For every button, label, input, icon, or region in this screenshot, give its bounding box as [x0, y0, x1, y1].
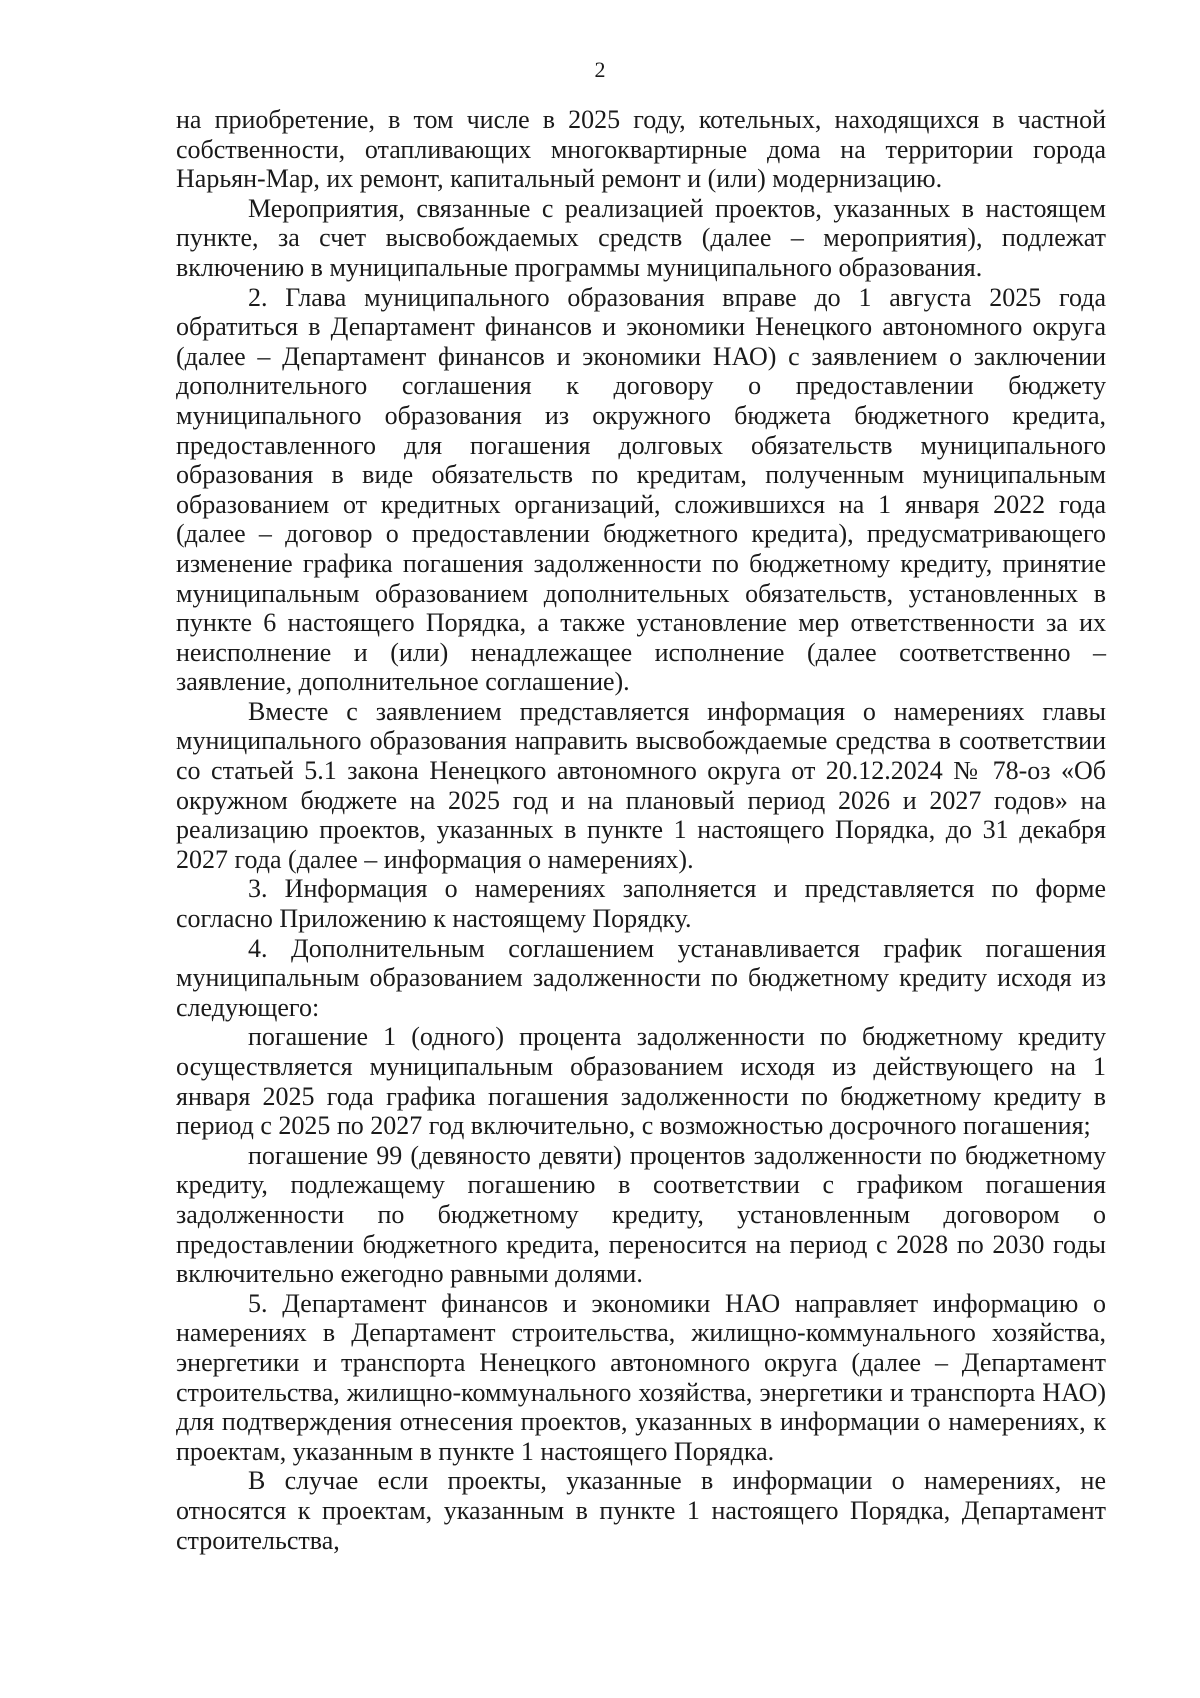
paragraph-item-2: 2. Глава муниципального образования вправе до 1 августа 2025 года обратиться в Департамент финансов и экономики Ненецкого автономного округа (далее – Департамент финансов и экономики НАО) с заявлением о заключении дополнительного соглашения к договору о предоставлении бюджету муниципального образования из окружного бюджета бюджетного кредита, предоставленного для погашения долговых обязательств муниципального образования в виде обязательств по кредитам, полученным муниципальным образованием от кредитных организаций, сложившихся на 1 января 2022 года (далее – договор о предоставлении бюджетного кредита), предусматривающего изменение графика погашения задолженности по бюджетному кредиту, принятие муниципальным образованием дополнительных обязательств, установленных в пункте 6 настоящего Порядка, а также установление мер ответственности за их неисполнение и (или) ненадлежащее исполнение (далее соответственно – заявление, дополнительное соглашение).: [176, 282, 1106, 697]
paragraph-item-3: 3. Информация о намерениях заполняется и представляется по форме согласно Приложению к настоящему Порядку.: [176, 874, 1106, 934]
paragraph-case-not-related: В случае если проекты, указанные в информации о намерениях, не относятся к проектам, указанным в пункте 1 настоящего Порядка, Департамент строительства,: [176, 1466, 1106, 1555]
paragraph-repayment-99-percent: погашение 99 (девяносто девяти) процентов задолженности по бюджетному кредиту, подлежащему погашению в соответствии с графиком погашения задолженности по бюджетному кредиту, установленным договором о предоставлении бюджетного кредита, переносится на период с 2028 по 2030 годы включительно ежегодно равными долями.: [176, 1140, 1106, 1289]
paragraph-measures: Мероприятия, связанные с реализацией проектов, указанных в настоящем пункте, за счет высвобождаемых средств (далее – мероприятия), подлежат включению в муниципальные программы муниципального образования.: [176, 193, 1106, 282]
paragraph-intentions: Вместе с заявлением представляется информация о намерениях главы муниципального образования направить высвобождаемые средства в соответствии со статьей 5.1 закона Ненецкого автономного округа от 20.12.2024 № 78-оз «Об окружном бюджете на 2025 год и на плановый период 2026 и 2027 годов» на реализацию проектов, указанных в пункте 1 настоящего Порядка, до 31 декабря 2027 года (далее – информация о намерениях).: [176, 696, 1106, 874]
paragraph-repayment-1-percent: погашение 1 (одного) процента задолженности по бюджетному кредиту осуществляется муниципальным образованием исходя из действующего на 1 января 2025 года графика погашения задолженности по бюджетному кредиту в период с 2025 по 2027 год включительно, с возможностью досрочного погашения;: [176, 1022, 1106, 1141]
paragraph-item-5: 5. Департамент финансов и экономики НАО направляет информацию о намерениях в Департамент строительства, жилищно-коммунального хозяйства, энергетики и транспорта Ненецкого автономного округа (далее – Департамент строительства, жилищно-коммунального хозяйства, энергетики и транспорта НАО) для подтверждения отнесения проектов, указанных в информации о намерениях, к проектам, указанным в пункте 1 настоящего Порядка.: [176, 1288, 1106, 1466]
document-body: [176, 105, 1106, 1555]
paragraph-continuation: на приобретение, в том числе в 2025 году, котельных, находящихся в частной собственности, отапливающих многоквартирные дома на территории города Нарьян-Мар, их ремонт, капитальный ремонт и (или) модернизацию.: [176, 105, 1106, 194]
page-number: 2: [594, 57, 606, 82]
paragraph-item-4: 4. Дополнительным соглашением устанавливается график погашения муниципальным образованием задолженности по бюджетному кредиту исходя из следующего:: [176, 933, 1106, 1022]
